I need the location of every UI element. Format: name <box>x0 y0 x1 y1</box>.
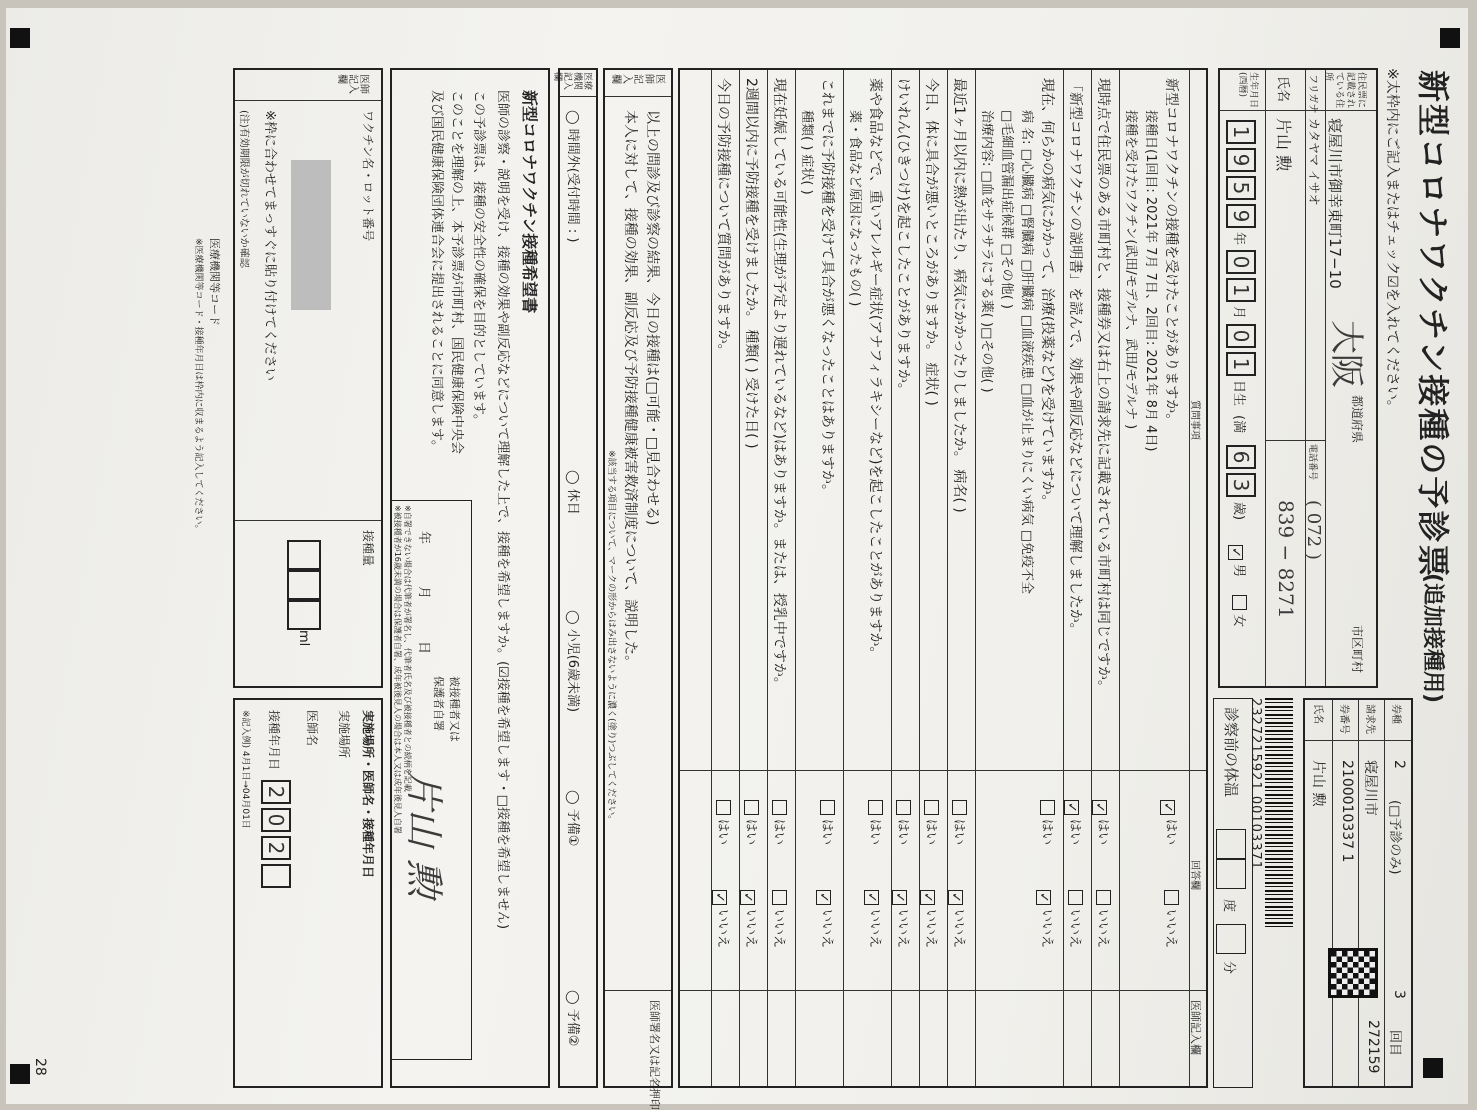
furigana-label: フリガナ <box>1307 74 1318 114</box>
doctor-section <box>603 68 673 1110</box>
holiday-option[interactable]: ◯ 休日 <box>565 470 580 515</box>
yes-option[interactable] <box>895 800 914 845</box>
ticket-label: 券番号 <box>1338 704 1349 734</box>
checkbox-checked-icon: ✓ <box>892 890 907 905</box>
address-label: 住民票に記載されている住所 <box>1323 72 1366 109</box>
doctor-explanation-text: 本人に対して、接種の効果、副反応及び予防接種健康被害救済制度について、説明した。 <box>622 110 638 670</box>
checkbox-icon <box>868 800 883 815</box>
yes-option[interactable] <box>1039 800 1058 845</box>
prefecture-suffix: 都道府県 <box>1350 395 1364 444</box>
question-row <box>796 70 844 1086</box>
name-value: 片山 勲 <box>1310 760 1326 807</box>
consent-section <box>390 68 550 1088</box>
type-note: (□予診のみ) <box>1387 800 1402 875</box>
signer-label: 被接種者又は保護者自署 <box>432 676 461 742</box>
question-text: 現在、何らかの病気にかかって、治療(投薬など)を受けていますか。 <box>1039 78 1055 509</box>
registration-mark <box>10 28 30 48</box>
no-label: いいえ <box>867 909 882 949</box>
no-option[interactable] <box>1036 890 1058 948</box>
sign-note-2: ※被接種者が16歳未満の場合は保護者自署、成年被後見人の場合は本人又は成年後見人自署 <box>393 505 402 834</box>
page-number: 28 <box>32 1058 48 1076</box>
question-row <box>976 70 1064 1086</box>
no-label: いいえ <box>1163 909 1178 949</box>
checkbox-icon <box>924 800 939 815</box>
name-label: 氏名 <box>1312 704 1323 724</box>
sticker-note: ※枠に合わせてまっすぐに貼り付けてください <box>262 110 277 381</box>
no-option[interactable] <box>740 890 762 948</box>
question-table <box>678 68 1208 1088</box>
checkbox-icon <box>744 800 759 815</box>
person-name-value: 片山 勲 <box>1274 118 1293 172</box>
question-subtext: 接種を受けたワクチン(武田/モデルナ、武田/モデルナ ) <box>1123 110 1138 430</box>
rotated-form <box>6 8 1468 1110</box>
yes-label: はい <box>1067 819 1082 846</box>
question-text: 2週間以内に予防接種を受けましたか。 種類( ) 受けた日( ) <box>743 78 759 449</box>
sign-date-month: 月 <box>416 586 431 600</box>
question-row <box>712 70 740 1086</box>
barcode <box>1265 698 1293 928</box>
instruction-text: ※太枠内にご記入またはチェック☑を入れてください。 <box>1384 68 1400 414</box>
yes-label: はい <box>1039 819 1054 846</box>
place-label: 実施場所 <box>337 710 351 759</box>
checkbox-checked-icon: ✓ <box>920 890 935 905</box>
no-option[interactable] <box>892 890 914 948</box>
registration-mark <box>1440 28 1460 48</box>
no-option[interactable] <box>948 890 970 948</box>
sticker-placeholder <box>291 160 331 310</box>
yes-option[interactable] <box>771 800 790 845</box>
yes-option[interactable] <box>715 800 734 845</box>
checkbox-checked-icon: ✓ <box>1036 890 1051 905</box>
year-unit: 年 <box>1231 232 1246 246</box>
temperature-box <box>1213 698 1253 1088</box>
doctor-section-label: 医師記入欄 <box>610 74 665 84</box>
dose-value: 3 <box>1391 990 1407 999</box>
question-row <box>740 70 768 1086</box>
yes-option[interactable] <box>1092 800 1114 845</box>
yes-option[interactable] <box>1064 800 1086 845</box>
no-label: いいえ <box>743 909 758 949</box>
reserve2-option[interactable]: ◯ 予備② <box>565 990 580 1047</box>
question-text: これまでに予防接種を受けて具合が悪くなったことはありますか。 <box>819 78 835 498</box>
checkbox-checked-icon: ✓ <box>864 890 879 905</box>
facility-code-label: 医療機関等コード <box>208 238 221 326</box>
yes-label: はい <box>951 819 966 846</box>
yes-option[interactable] <box>743 800 762 845</box>
checkbox-icon <box>820 800 835 815</box>
yes-label: はい <box>771 819 786 846</box>
after-hours-option[interactable]: ◯ 時間外(受付時間 : ) <box>565 110 580 243</box>
place-header: 実施場所・医師名・接種年月日 <box>361 710 375 879</box>
female-option[interactable] <box>1231 595 1250 627</box>
checkbox-checked-icon: ✓ <box>948 890 963 905</box>
question-row <box>892 70 920 1086</box>
no-label: いいえ <box>1095 909 1110 949</box>
page-title: 新型コロナワクチン接種の予診票 <box>1414 70 1452 579</box>
question-row <box>1120 70 1188 1086</box>
city-suffix: 市区町村 <box>1350 625 1364 674</box>
temp-digit-box[interactable] <box>1216 829 1246 859</box>
volume-digit-box[interactable] <box>287 570 321 600</box>
sticker-expiry-note: (注)有効期限が切れていないか確認 <box>238 110 249 268</box>
reserve1-option[interactable]: ◯ 予備① <box>565 790 580 847</box>
yes-option[interactable] <box>951 800 970 845</box>
checkbox-checked-icon: ✓ <box>1092 800 1107 815</box>
claim-label: 請求先 <box>1364 704 1375 734</box>
question-subtext: 接種日(1回目: 2021年 7月 7日、2回目: 2021年 8月 4日) <box>1143 110 1158 452</box>
month-unit: 月 <box>1231 306 1246 320</box>
no-option[interactable] <box>920 890 942 948</box>
age-digit[interactable]: 3 <box>1226 473 1256 497</box>
birth-year-digit[interactable]: 1 <box>1226 120 1256 144</box>
doctor-judgement-text: 以上の問診及び診察の結果、今日の接種は(□可能・□見合わせる) <box>644 110 660 526</box>
qr-code <box>1328 948 1378 998</box>
female-label: 女 <box>1231 614 1246 628</box>
consent-purpose: この予診票は、接種の安全性の確保を目的としています。 <box>471 90 486 427</box>
type-value: 2 <box>1391 760 1407 769</box>
no-label: いいえ <box>895 909 910 949</box>
yes-label: はい <box>819 819 834 846</box>
sign-date-day: 日 <box>416 641 431 655</box>
child-label: 小児(6歳未満) <box>565 628 580 713</box>
place-date-section <box>233 698 383 1088</box>
person-name-label: 氏名 <box>1275 76 1290 103</box>
birth-day-digit[interactable]: 1 <box>1226 352 1256 376</box>
sign-date-year: 年 <box>416 531 431 545</box>
no-label: いいえ <box>819 909 834 949</box>
no-option[interactable] <box>1163 890 1182 948</box>
birth-year-digit[interactable]: 5 <box>1226 176 1256 200</box>
checkbox-icon <box>1068 890 1083 905</box>
yes-option[interactable] <box>819 800 838 845</box>
doctor-signature-label: 医師署名又は記名押印 <box>648 1000 661 1110</box>
temp-unit2: 分 <box>1221 961 1236 975</box>
registration-mark <box>1423 1058 1443 1078</box>
vaccine-sticker-section <box>233 68 383 688</box>
question-text: 現時点で住民票のある市町村と、接種券又は右上の請求先に記載されている市町村は同じですか。 <box>1095 78 1111 694</box>
no-option[interactable] <box>771 890 790 948</box>
phone-label: 電話番号 <box>1307 444 1317 481</box>
temp-digit-box[interactable] <box>1216 924 1246 954</box>
question-row <box>844 70 892 1086</box>
birth-month-digit[interactable]: 1 <box>1226 278 1256 302</box>
prefecture-value: 大阪 <box>1326 320 1366 388</box>
question-text: 今日、体に具合が悪いところがありますか。 症状( ) <box>923 78 939 406</box>
checkbox-checked-icon: ✓ <box>1160 800 1175 815</box>
child-option[interactable]: ◯ 小児(6歳未満) <box>565 610 580 713</box>
yes-option[interactable] <box>1160 800 1182 845</box>
question-row <box>920 70 948 1086</box>
facility-section <box>552 68 598 1088</box>
question-subtext: 薬・食品など原因になったもの( ) <box>847 110 862 307</box>
checkbox-icon <box>716 800 731 815</box>
question-row <box>768 70 796 1086</box>
row-divider <box>711 70 712 1086</box>
date-note: ※記入例) 4月1日→04月01日 <box>240 710 250 829</box>
doctor-column-header: 医師記入欄 <box>1189 1000 1202 1055</box>
no-option[interactable] <box>864 890 886 948</box>
claim-code: 272159 <box>1365 1020 1381 1074</box>
checkbox-icon <box>1040 800 1055 815</box>
no-label: いいえ <box>951 909 966 949</box>
checkbox-checked-icon: ✓ <box>1064 800 1079 815</box>
birth-day-digit[interactable]: 0 <box>1226 324 1256 348</box>
type-label: 券種 <box>1390 704 1401 724</box>
checkbox-checked-icon: ✓ <box>740 890 755 905</box>
question-text: 今日の予防接種について質問がありますか。 <box>715 78 731 358</box>
checkbox-icon <box>896 800 911 815</box>
temp-label: 診察前の体温 <box>1222 707 1240 798</box>
birth-month-digit[interactable]: 0 <box>1226 250 1256 274</box>
ticket-value: 2100010337 1 <box>1339 760 1355 863</box>
no-option[interactable] <box>1067 890 1086 948</box>
question-row <box>1064 70 1092 1086</box>
vaccination-date-label: 接種年月日 <box>267 710 281 771</box>
page-subtitle: (追加接種用) <box>1420 573 1445 704</box>
question-text: 新型コロナワクチンの接種を受けたことがありますか。 <box>1163 78 1179 428</box>
claim-value: 寝屋川市 <box>1362 760 1378 816</box>
consent-agreement-2: 及び国民健康保険団体連合会に提出されることに同意します。 <box>429 90 444 453</box>
facility-section-label: 医療機関記入欄 <box>552 72 592 91</box>
yes-option[interactable] <box>923 800 942 845</box>
question-text: 「新型コロナワクチンの説明書」を読んで、効果や副反応などについて理解しましたか。 <box>1067 78 1083 637</box>
question-subtext: 種類( ) 症状( ) <box>799 110 814 195</box>
question-subtext: □毛細血管漏出症候群 □その他( ) <box>999 110 1014 309</box>
consent-title: 新型コロナワクチン接種希望書 <box>520 90 539 314</box>
age-prefix: (満 <box>1231 415 1246 434</box>
yes-label: はい <box>1095 819 1110 846</box>
no-label: いいえ <box>715 909 730 949</box>
birth-year-digit[interactable]: 9 <box>1226 148 1256 172</box>
checkbox-icon <box>772 800 787 815</box>
yes-label: はい <box>743 819 758 846</box>
volume-digit-box[interactable] <box>287 540 321 570</box>
temp-unit: 度 <box>1221 899 1236 913</box>
day-unit: 日生 <box>1231 380 1246 407</box>
vaccine-lot-label: ワクチン名・ロット番号 <box>361 110 375 242</box>
volume-unit: ml <box>296 630 311 647</box>
birth-year-digit[interactable]: 9 <box>1226 204 1256 228</box>
vaccination-year-digit[interactable]: 2 <box>261 780 291 804</box>
question-text: けいれん(ひきつけ)を起こしたことがありますか。 <box>895 78 911 397</box>
ticket-info-table <box>1303 698 1413 1088</box>
no-label: いいえ <box>1067 909 1082 949</box>
question-row <box>948 70 976 1086</box>
question-subtext: 治療内容: □血をサラサラにする薬( )□その他( ) <box>979 110 994 393</box>
question-text: 薬や食品などで、重いアレルギー症状(アナフィラキシーなど)を起こしたことがありますか。 <box>867 78 883 661</box>
male-option[interactable] <box>1228 545 1250 577</box>
answers-header: 回答欄 <box>1189 860 1200 890</box>
after-hours-time: : ) <box>565 228 580 243</box>
signature-box[interactable] <box>390 500 472 1060</box>
volume-label: 接種量 <box>361 530 375 567</box>
checkbox-icon <box>1232 595 1247 610</box>
checkbox-icon <box>772 890 787 905</box>
registration-mark <box>10 1064 30 1084</box>
handwritten-signature: 片山 勲 <box>402 771 446 898</box>
birth-label: 生年月日(西暦) <box>1237 72 1258 109</box>
yes-label: はい <box>867 819 882 846</box>
age-suffix: 歳) <box>1231 502 1246 521</box>
question-row <box>1092 70 1120 1086</box>
yes-option[interactable] <box>867 800 886 845</box>
checkbox-icon <box>1096 890 1111 905</box>
temp-digit-box[interactable] <box>1216 859 1246 889</box>
question-text: 最近1ヶ月以内に熱が出たり、病気にかかったりしましたか。 病名( ) <box>951 78 967 513</box>
personal-info-box <box>1218 68 1378 688</box>
furigana-value: カタヤマ イサオ <box>1307 118 1321 206</box>
doctor-name-label: 医師名 <box>305 710 319 747</box>
address-line: 寝屋川市御幸東町17−10 <box>1326 118 1344 289</box>
no-option[interactable] <box>1095 890 1114 948</box>
checkbox-checked-icon: ✓ <box>712 890 727 905</box>
facility-code-note: ※医療機関等コード・接種年月日は枠内に収まるよう記入してください。 <box>193 238 203 534</box>
phone-area: ( 072 ) <box>1303 500 1324 560</box>
holiday-label: 休日 <box>565 488 580 515</box>
vaccination-year-digit[interactable] <box>261 864 291 888</box>
no-label: いいえ <box>923 909 938 949</box>
yes-label: はい <box>715 819 730 846</box>
checkbox-checked-icon: ✓ <box>816 890 831 905</box>
no-option[interactable] <box>712 890 734 948</box>
vaccination-year-digit[interactable]: 0 <box>261 808 291 832</box>
no-label: いいえ <box>771 909 786 949</box>
reserve2-label: 予備② <box>565 1008 580 1047</box>
no-label: いいえ <box>1039 909 1054 949</box>
after-hours-label: 時間外(受付時間 <box>565 128 580 225</box>
yes-label: はい <box>1163 819 1178 846</box>
age-digit[interactable]: 6 <box>1226 445 1256 469</box>
document-paper <box>6 8 1468 1110</box>
checkbox-icon <box>1164 890 1179 905</box>
dose-unit: 回目 <box>1387 1030 1402 1057</box>
vaccination-year-digit[interactable]: 2 <box>261 836 291 860</box>
male-label: 男 <box>1231 564 1246 578</box>
no-option[interactable] <box>816 890 838 948</box>
questions-header: 質問事項 <box>1189 400 1200 440</box>
consent-question: 医師の診察・説明を受け、接種の効果や副反応などについて理解した上で、接種を希望しますか。(☑接種を希望します・□接種を希望しません) <box>495 90 510 930</box>
checkbox-checked-icon: ✓ <box>1228 545 1243 560</box>
sign-note-1: ※自署できない場合は代筆者が署名し、代筆者氏名及び被接種者との続柄を記載 <box>403 505 412 792</box>
yes-label: はい <box>923 819 938 846</box>
phone-number: 839 − 8271 <box>1274 500 1298 619</box>
bottom-doctor-label: 医師記入欄 <box>336 74 369 94</box>
volume-digit-box[interactable] <box>287 600 321 630</box>
yes-label: はい <box>895 819 910 846</box>
barcode-number: 2327215921 00103371 <box>1248 698 1263 871</box>
reserve1-label: 予備① <box>565 808 580 847</box>
doctor-note: ※該当する項目について、マークの形からはみ出さないように濃く(塗り)つぶしてください。 <box>606 450 616 825</box>
question-text: 現在妊娠している可能性(生理が予定より遅れているなど)はありますか。または、授乳中ですか。 <box>771 78 787 691</box>
question-subtext: 病 名: □心臓病 □腎臓病 □肝臓病 □血液疾患 □血が止まりにくい病気 □免疫不全 <box>1019 110 1034 595</box>
checkbox-icon <box>952 800 967 815</box>
consent-agreement-1: このことを理解の上、本予診票が市町村、国民健康保険中央会 <box>449 90 464 455</box>
